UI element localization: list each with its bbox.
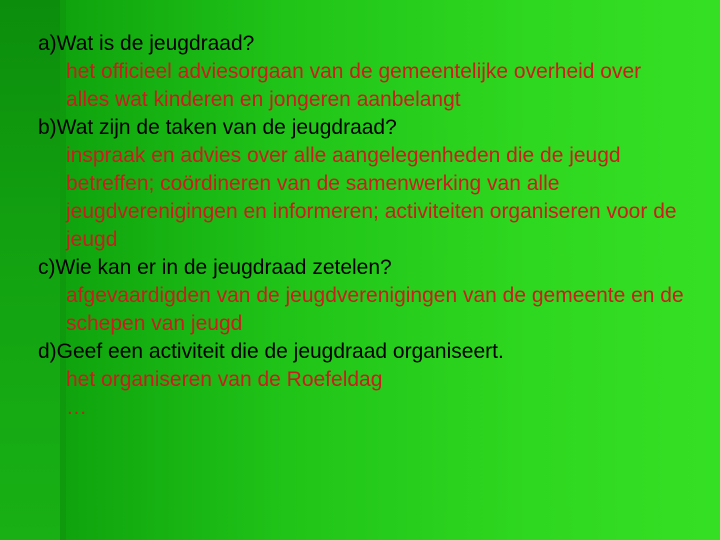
answer-c: afgevaardigden van de jeugdverenigingen van de gemeente en de schepen van jeugd bbox=[66, 284, 684, 335]
question-a: a)Wat is de jeugdraad? bbox=[38, 32, 255, 55]
question-c: c)Wie kan er in de jeugdraad zetelen? bbox=[38, 256, 392, 279]
answer-b: inspraak en advies over alle aangelegenheden die de jeugd betreffen; coördineren van de samenwerking van alle jeugdverenigingen en informeren; activiteiten organiseren voor de jeugd bbox=[66, 144, 677, 251]
answer-d: het organiseren van de Roefeldag bbox=[66, 368, 383, 391]
slide-content bbox=[38, 30, 688, 422]
answer-a: het officieel adviesorgaan van de gemeentelijke overheid over alles wat kinderen en jongeren aanbelangt bbox=[66, 60, 642, 111]
question-d: d)Geef een activiteit die de jeugdraad organiseert. bbox=[38, 340, 504, 363]
ellipsis-text: … bbox=[66, 396, 87, 419]
question-b: b)Wat zijn de taken van de jeugdraad? bbox=[38, 116, 397, 139]
